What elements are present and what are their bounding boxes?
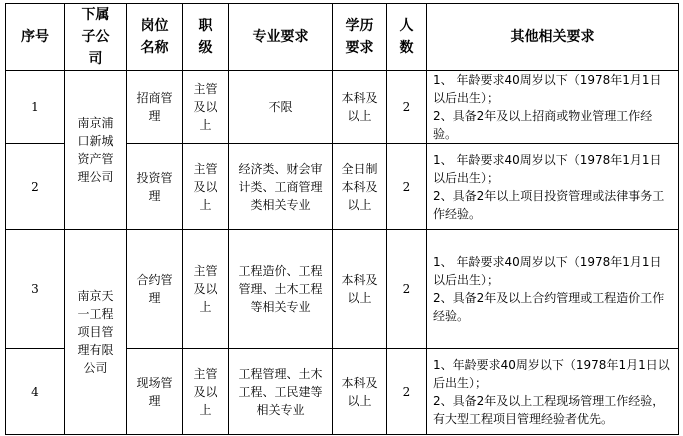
rank-cell: 主管及以上 bbox=[183, 71, 229, 144]
rank-cell: 主管及以上 bbox=[183, 230, 229, 349]
header-other: 其他相关要求 bbox=[427, 4, 679, 71]
header-rank: 职级 bbox=[183, 4, 229, 71]
header-company: 下属子公司 bbox=[65, 4, 127, 71]
major-cell: 不限 bbox=[229, 71, 333, 144]
education-cell: 全日制本科及以上 bbox=[333, 144, 387, 230]
requirements-cell bbox=[427, 144, 679, 230]
seq-cell: 1 bbox=[6, 71, 65, 144]
count-cell: 2 bbox=[387, 71, 427, 144]
seq-cell: 3 bbox=[6, 230, 65, 349]
education-cell: 本科及以上 bbox=[333, 71, 387, 144]
header-education: 学历要求 bbox=[333, 4, 387, 71]
requirement-age: 1、 年龄要求40周岁以下（1978年1月1日以后出生）； bbox=[433, 255, 662, 287]
company-cell-b: 南京天一工程项目管理有限公司 bbox=[65, 230, 127, 435]
count-cell: 2 bbox=[387, 349, 427, 435]
requirements-cell bbox=[427, 230, 679, 349]
requirement-experience: 2、具备2年及以上招商或物业管理工作经验。 bbox=[433, 109, 653, 141]
company-cell-a: 南京浦口新城资产管理公司 bbox=[65, 71, 127, 230]
header-position: 岗位名称 bbox=[127, 4, 183, 71]
rank-cell: 主管及以上 bbox=[183, 144, 229, 230]
count-cell: 2 bbox=[387, 144, 427, 230]
major-cell: 工程造价、工程管理、土木工程等相关专业 bbox=[229, 230, 333, 349]
table-row bbox=[6, 71, 679, 144]
count-cell: 2 bbox=[387, 230, 427, 349]
requirements-cell bbox=[427, 349, 679, 435]
header-count: 人数 bbox=[387, 4, 427, 71]
recruitment-table bbox=[5, 3, 679, 435]
requirement-age: 1、 年龄要求40周岁以下（1978年1月1日以后出生）； bbox=[433, 152, 662, 185]
seq-cell: 4 bbox=[6, 349, 65, 435]
requirement-age: 1、 年龄要求40周岁以下（1978年1月1日以后出生）； bbox=[433, 73, 662, 105]
requirement-experience: 2、具备2年及以上工程现场管理工作经验，有大型工程项目管理经验者优先。 bbox=[433, 393, 665, 426]
header-major: 专业要求 bbox=[229, 4, 333, 71]
education-cell: 本科及以上 bbox=[333, 230, 387, 349]
requirement-age: 1、年龄要求40周岁以下（1978年1月1日以后出生）； bbox=[433, 357, 670, 390]
requirements-cell bbox=[427, 71, 679, 144]
seq-cell: 2 bbox=[6, 144, 65, 230]
education-cell: 本科及以上 bbox=[333, 349, 387, 435]
major-cell: 工程管理、土木工程、工民建等相关专业 bbox=[229, 349, 333, 435]
header-row bbox=[6, 4, 679, 71]
major-cell: 经济类、财会审计类、工商管理类相关专业 bbox=[229, 144, 333, 230]
position-cell: 投资管理 bbox=[127, 144, 183, 230]
position-cell: 合约管理 bbox=[127, 230, 183, 349]
position-cell: 招商管理 bbox=[127, 71, 183, 144]
header-seq: 序号 bbox=[6, 4, 65, 71]
requirement-experience: 2、具备2年以上项目投资管理或法律事务工作经验。 bbox=[433, 188, 665, 221]
position-cell: 现场管理 bbox=[127, 349, 183, 435]
rank-cell: 主管及以上 bbox=[183, 349, 229, 435]
requirement-experience: 2、具备2年及以上合约管理或工程造价工作经验。 bbox=[433, 291, 665, 323]
table-row bbox=[6, 230, 679, 349]
